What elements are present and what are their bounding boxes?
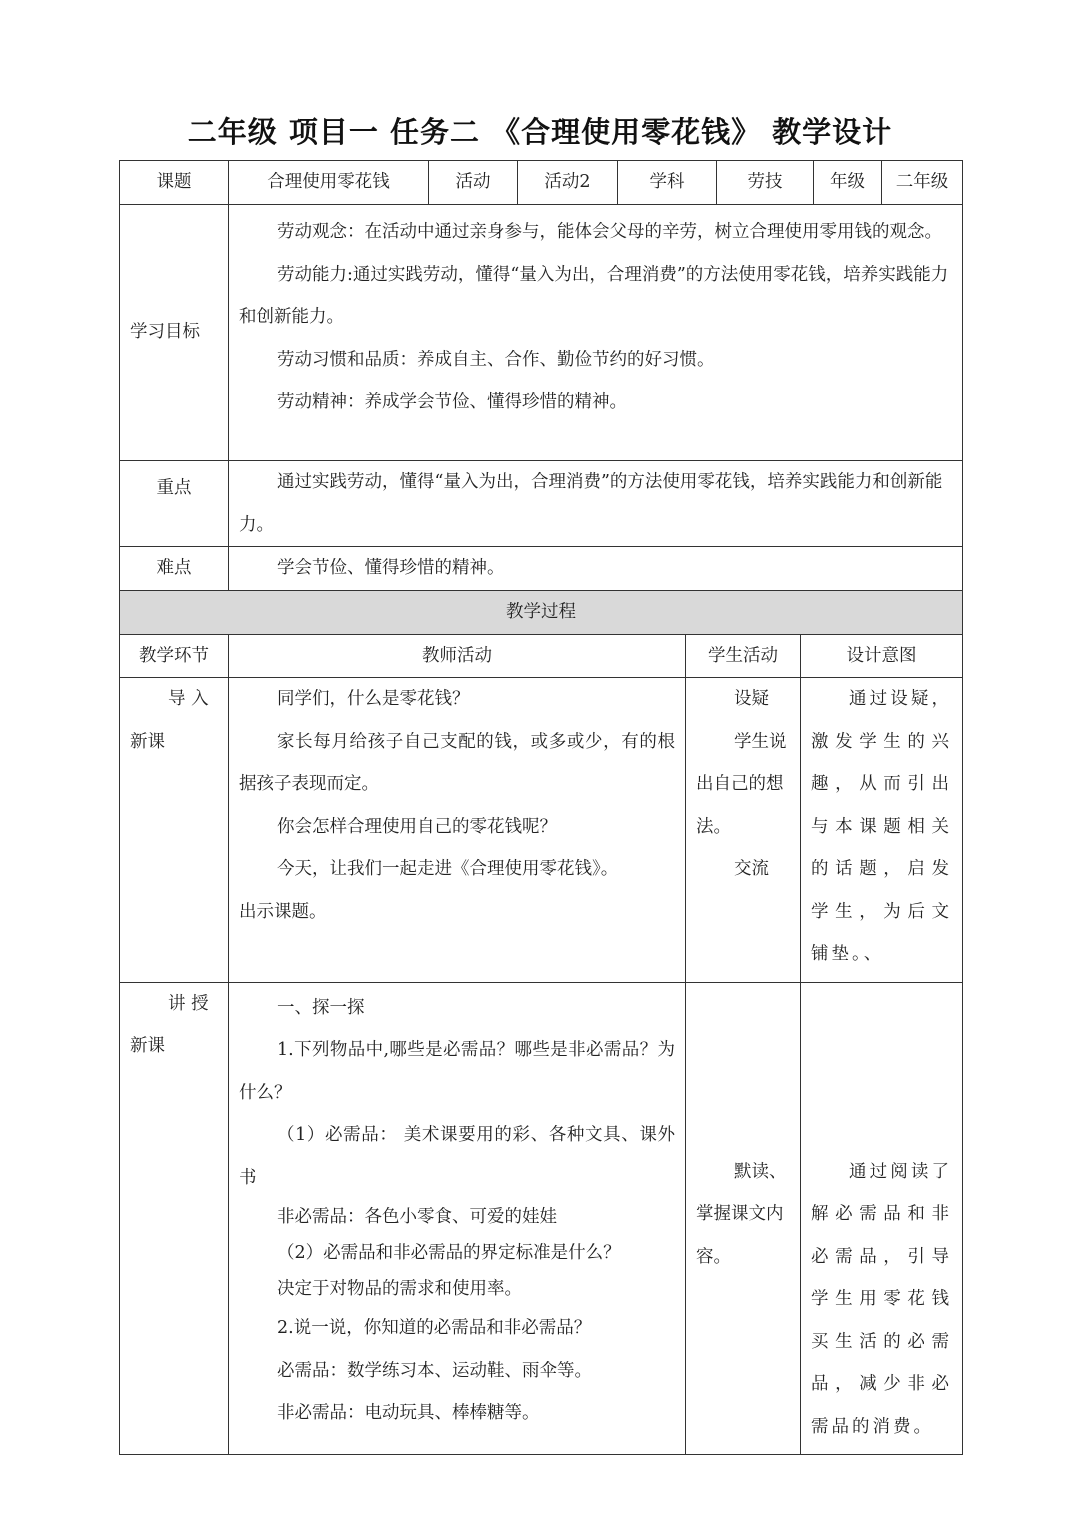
lesson-plan-table — [119, 160, 963, 1455]
stage-teaching-b: 新课 — [130, 1036, 165, 1056]
teacher-line: 非必需品：各色小零食、可爱的娃娃 — [277, 1207, 557, 1227]
teacher-line: 同学们，什么是零花钱？ — [277, 689, 470, 709]
difficulty-label: 难点 — [120, 547, 229, 591]
stage-teaching — [120, 982, 229, 1455]
teacher-line: 非必需品：电动玩具、棒棒糖等。 — [277, 1403, 540, 1423]
activity-label: 活动 — [429, 161, 518, 205]
difficulty-text: 学会节俭、懂得珍惜的精神。 — [277, 558, 505, 578]
intent-text: 通过设疑，激发学生的兴趣，从而引出与本课题相关的话题，启发学生，为后文铺垫。、 — [811, 689, 952, 964]
grade-value: 二年级 — [882, 161, 963, 205]
stage-intro-a: 导 入 — [168, 689, 209, 709]
activity-value: 活动2 — [518, 161, 618, 205]
teacher-line: 出示课题。 — [239, 901, 327, 922]
teacher-line: 家长每月给孩子自己支配的钱，或多或少，有的根据孩子表现而定。 — [239, 731, 675, 794]
objective-item: 劳动习惯和品质：养成自主、合作、勤俭节约的好习惯。 — [277, 349, 715, 370]
col-intent-header: 设计意图 — [801, 634, 963, 678]
teacher-line: （1）必需品： 美术课要用的彩、各种文具、课外书 — [239, 1125, 675, 1188]
teacher-line: 今天，让我们一起走进《合理使用零花钱》。 — [277, 859, 619, 879]
teacher-line: 决定于对物品的需求和使用率。 — [277, 1279, 522, 1299]
teacher-activity-teaching — [229, 982, 686, 1455]
stage-intro-b: 新课 — [130, 731, 165, 752]
teacher-line: 一、探一探 — [277, 997, 365, 1018]
teacher-line: （2）必需品和非必需品的界定标准是什么？ — [277, 1243, 621, 1263]
objective-item: 劳动精神：养成学会节俭、懂得珍惜的精神。 — [277, 392, 627, 412]
difficulty-content — [229, 547, 963, 591]
student-line: 交流 — [734, 859, 769, 879]
design-intent-teaching — [801, 982, 963, 1455]
objectives-label: 学习目标 — [120, 205, 229, 461]
col-student-header: 学生活动 — [686, 634, 801, 678]
grade-label: 年级 — [814, 161, 882, 205]
stage-intro — [120, 678, 229, 983]
stage-teaching-a: 讲 授 — [168, 993, 209, 1014]
page-title: 二年级 项目一 任务二 《合理使用零花钱》 教学设计 — [187, 115, 893, 149]
student-activity-teaching — [686, 982, 801, 1455]
topic-label: 课题 — [120, 161, 229, 205]
process-section-title: 教学过程 — [120, 590, 963, 634]
teacher-activity-intro — [229, 678, 686, 983]
student-line: 设疑 — [734, 689, 769, 709]
objective-item: 劳动能力:通过实践劳动，懂得“量入为出，合理消费”的方法使用零花钱，培养实践能力和创新能力。 — [239, 264, 949, 327]
teacher-line: 必需品：数学练习本、运动鞋、雨伞等。 — [277, 1360, 592, 1381]
student-line: 学生说出自己的想法。 — [696, 731, 787, 837]
subject-value: 劳技 — [717, 161, 814, 205]
key-point-content — [229, 461, 963, 547]
subject-label: 学科 — [618, 161, 717, 205]
teacher-line: 你会怎样合理使用自己的零花钱呢？ — [277, 816, 557, 837]
intent-text: 通过阅读了解必需品和非必需品，引导学生用零花钱买生活的必需品，减少非必需品的消费。 — [811, 1161, 952, 1437]
key-point-label: 重点 — [120, 461, 229, 547]
objective-item: 劳动观念：在活动中通过亲身参与，能体会父母的辛劳，树立合理使用零用钱的观念。 — [277, 222, 942, 242]
design-intent-intro — [801, 678, 963, 983]
col-stage-header: 教学环节 — [120, 634, 229, 678]
student-line: 默读、掌握课文内容。 — [696, 1161, 787, 1267]
teacher-line: 2.说一说，你知道的必需品和非必需品？ — [277, 1318, 592, 1338]
key-point-text: 通过实践劳动，懂得“量入为出，合理消费”的方法使用零花钱，培养实践能力和创新能力。 — [239, 472, 943, 535]
col-teacher-header: 教师活动 — [229, 634, 686, 678]
objectives-content — [229, 205, 963, 461]
topic-value: 合理使用零花钱 — [229, 161, 429, 205]
teacher-line: 1.下列物品中,哪些是必需品？哪些是非必需品？为什么？ — [239, 1040, 675, 1103]
student-activity-intro — [686, 678, 801, 983]
